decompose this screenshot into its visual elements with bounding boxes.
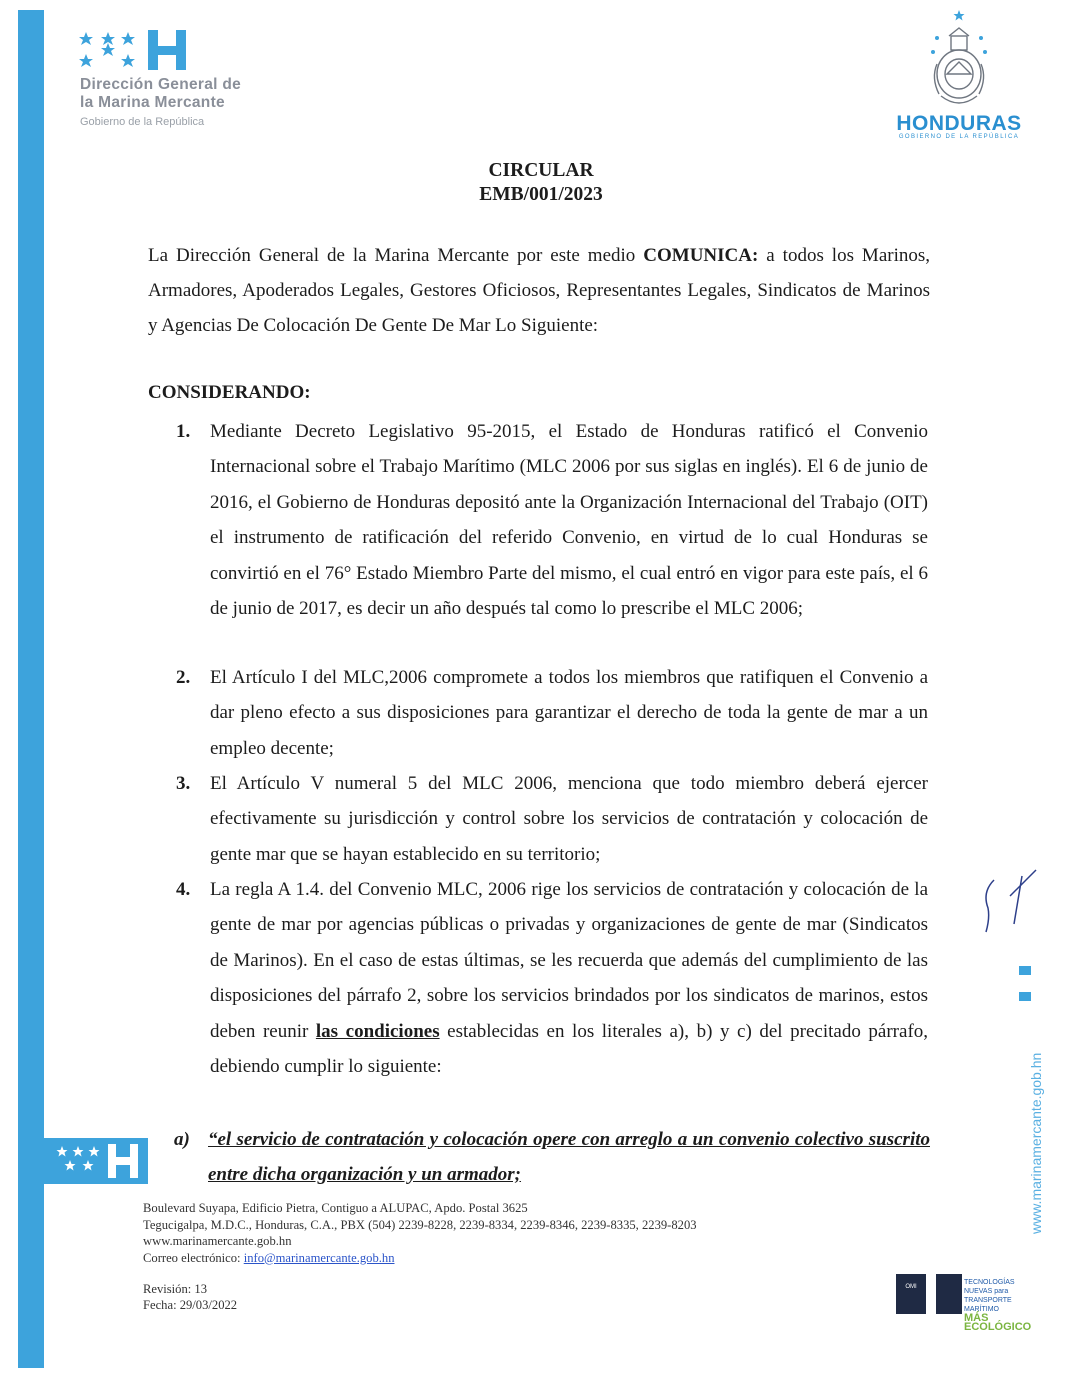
email-link[interactable]: info@marinamercante.gob.hn xyxy=(243,1250,395,1265)
clause-number: 1. xyxy=(176,421,191,442)
clause-text-after: establecidas en los literales a), b) y c) del precitado párrafo, debiendo cumplir lo siguiente: xyxy=(210,1020,929,1078)
clause-text: El Artículo V numeral 5 del MLC 2006, menciona que todo miembro deberá ejercer efectivamente su jurisdicción y control sobre los servicios de contratación y colocación de gente mar que se hayan establecido en su territorio; xyxy=(210,773,928,865)
email-line xyxy=(143,1250,697,1267)
country-name: HONDURAS xyxy=(896,112,1022,135)
clause-text: Mediante Decreto Legislativo 95-2015, el Estado de Honduras ratificó el Convenio Internacional sobre el Trabajo Marítimo (MLC 2006 por sus siglas en inglés). El 6 de junio de 2016, el Gobierno de Honduras depositó ante la Organización Internacional del Trabajo (OIT) el instrumento de ratificación del referido Convenio, en virtud de lo cual Honduras se convirtió en el 76° Estado Miembro Parte del mismo, el cual entró en vigor para este país, el 6 de junio de 2017, es decir un año después tal como lo prescribe el MLC 2006; xyxy=(210,421,928,620)
side-square-decoration xyxy=(1019,966,1031,975)
clause-text: El Artículo I del MLC,2006 compromete a todos los miembros que ratifiquen el Convenio a dar pleno efecto a sus disposiciones para garantizar el derecho de toda la gente de mar a un empleo decente; xyxy=(210,667,928,759)
green-shipping-line3: MÁS ECOLÓGICO xyxy=(964,1312,1032,1333)
side-website-url: www.marinamercante.gob.hn xyxy=(1028,1052,1044,1234)
revision-date: Fecha: 29/03/2022 xyxy=(143,1297,238,1312)
website-text: www.marinamercante.gob.hn xyxy=(143,1234,292,1248)
side-square-decoration xyxy=(1019,992,1031,1001)
signature-mark xyxy=(980,866,1044,940)
email-label: Correo electrónico: xyxy=(143,1250,244,1265)
intro-paragraph xyxy=(148,238,930,343)
literal-item-a xyxy=(174,1122,930,1192)
partner-logos xyxy=(896,1272,1036,1333)
address-line2: Tegucigalpa, M.D.C., Honduras, C.A., PBX (504) 2239-8228, 2239-8334, 2239-8346, 2239-8335, 2239-8203 xyxy=(143,1217,697,1232)
organization-name-line2: la Marina Mercante xyxy=(80,94,225,111)
footer-address xyxy=(143,1200,697,1266)
document-title: CIRCULAR xyxy=(488,160,594,181)
clause-text-before: La regla A 1.4. del Convenio MLC, 2006 rige los servicios de contratación y colocación de la gente de mar por agencias públicas o privadas y organizaciones de gente de mar (Sindicatos de Marinos). En el caso de estas últimas, se les recuerda que además del cumplimiento de las disposiciones del párrafo 2, sobre los servicios brindados por los sindicatos de marinos, estos deben reunir xyxy=(210,879,928,1042)
clause-item xyxy=(176,414,928,626)
country-subtitle: GOBIERNO DE LA REPÚBLICA xyxy=(898,134,1020,140)
dgmm-logo xyxy=(78,28,298,76)
revision-number: Revisión: 13 xyxy=(143,1282,208,1296)
footer-badge-logo xyxy=(48,1140,148,1182)
clause-text xyxy=(210,872,928,1084)
intro-bold-word: COMUNICA: xyxy=(643,245,759,266)
clause-underlined-phrase: las condiciones xyxy=(315,1020,440,1042)
literal-label: a) xyxy=(174,1129,190,1150)
honduras-coat-of-arms xyxy=(884,8,1034,140)
intro-text-before: La Dirección General de la Marina Mercante por este medio xyxy=(148,245,644,266)
dgmm-logo-mark xyxy=(78,28,198,76)
literal-text: “el servicio de contratación y colocación opere con arreglo a un convenio colectivo suscrito entre dicha organización y un armador; xyxy=(208,1129,930,1185)
omi-logo: OMI xyxy=(896,1274,926,1314)
green-shipping-line1: TECNOLOGÍAS NUEVAS para xyxy=(964,1279,1015,1295)
green-shipping-line2: TRANSPORTE MARÍTIMO xyxy=(964,1297,1012,1313)
circular-number: EMB/001/2023 xyxy=(479,184,603,205)
clause-item xyxy=(176,660,928,766)
brand-side-bar xyxy=(18,10,44,1368)
green-shipping-logo xyxy=(964,1278,1036,1332)
clause-number: 4. xyxy=(176,879,191,900)
address-line1: Boulevard Suyapa, Edificio Pietra, Contiguo a ALUPAC, Apdo. Postal 3625 xyxy=(143,1201,528,1215)
clause-item xyxy=(176,872,928,1084)
section-heading: CONSIDERANDO: xyxy=(148,382,311,403)
ship-logo-icon xyxy=(936,1274,962,1314)
intro-text-after: a todos los Marinos, Armadores, Apoderados Legales, Gestores Oficiosos, Representantes Legales, Sindicatos de Marinos y Agencias De Colocación De Gente De Mar Lo Siguiente: xyxy=(148,245,931,336)
organization-name xyxy=(80,76,300,112)
footer-brand-badge xyxy=(44,1138,148,1184)
footer-revision xyxy=(143,1282,237,1313)
clause-number: 2. xyxy=(176,667,191,688)
coat-of-arms-emblem xyxy=(919,8,999,112)
government-label: Gobierno de la República xyxy=(80,116,205,128)
clause-number: 3. xyxy=(176,773,191,794)
clause-item xyxy=(176,766,928,872)
organization-name-line1: Dirección General de xyxy=(80,76,242,93)
